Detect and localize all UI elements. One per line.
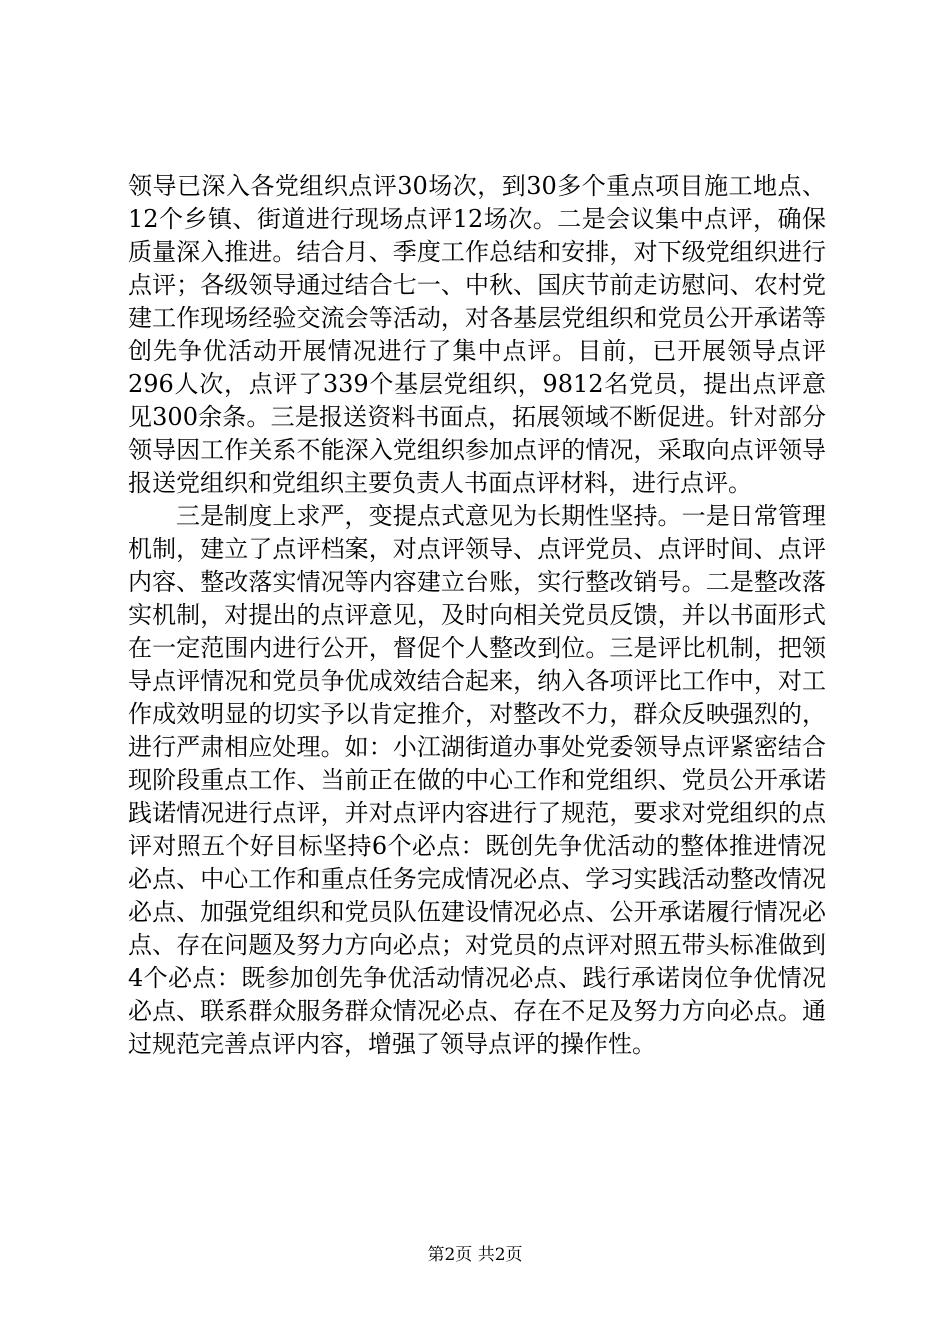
paragraph-1: 领导已深入各党组织点评30场次，到30多个重点项目施工地点、12个乡镇、街道进行现场点评12场次。二是会议集中点评，确保质量深入推进。结合月、季度工作总结和安排，对下级党组织进行点评；各级领导通过结合七一、中秋、国庆节前走访慰问、农村党建工作现场经验交流会等活动，对各基层党组织和党员公开承诺等创先争优活动开展情况进行了集中点评。目前，已开展领导点评296人次，点评了339个基层党组织，9812名党员，提出点评意见300余条。三是报送资料书面点，拓展领域不断促进。针对部分领导因工作关系不能深入党组织参加点评的情况，采取向点评领导报送党组织和党组织主要负责人书面点评材料，进行点评。 (128, 172, 826, 497)
document-body (128, 170, 826, 1061)
page-footer: 第2页 共2页 (427, 1245, 523, 1265)
paragraph-2: 三是制度上求严，变提点式意见为长期性坚持。一是日常管理机制，建立了点评档案，对点评领导、点评党员、点评时间、点评内容、整改落实情况等内容建立台账，实行整改销号。二是整改落实机制，对提出的点评意见，及时向相关党员反馈，并以书面形式在一定范围内进行公开，督促个人整改到位。三是评比机制，把领导点评情况和党员争优成效结合起来，纳入各项评比工作中，对工作成效明显的切实予以肯定推介，对整改不力，群众反映强烈的，进行严肃相应处理。如：小江湖街道办事处党委领导点评紧密结合现阶段重点工作、当前正在做的中心工作和党组织、党员公开承诺践诺情况进行点评，并对点评内容进行了规范，要求对党组织的点评对照五个好目标坚持6个必点：既创先争优活动的整体推进情况必点、中心工作和重点任务完成情况必点、学习实践活动整改情况必点、加强党组织和党员队伍建设情况必点、公开承诺履行情况必点、存在问题及努力方向必点；对党员的点评对照五带头标准做到4个必点：既参加创先争优活动情况必点、践行承诺岗位争优情况必点、联系群众服务群众情况必点、存在不足及努力方向必点。通过规范完善点评内容，增强了领导点评的操作性。 (128, 502, 826, 1058)
